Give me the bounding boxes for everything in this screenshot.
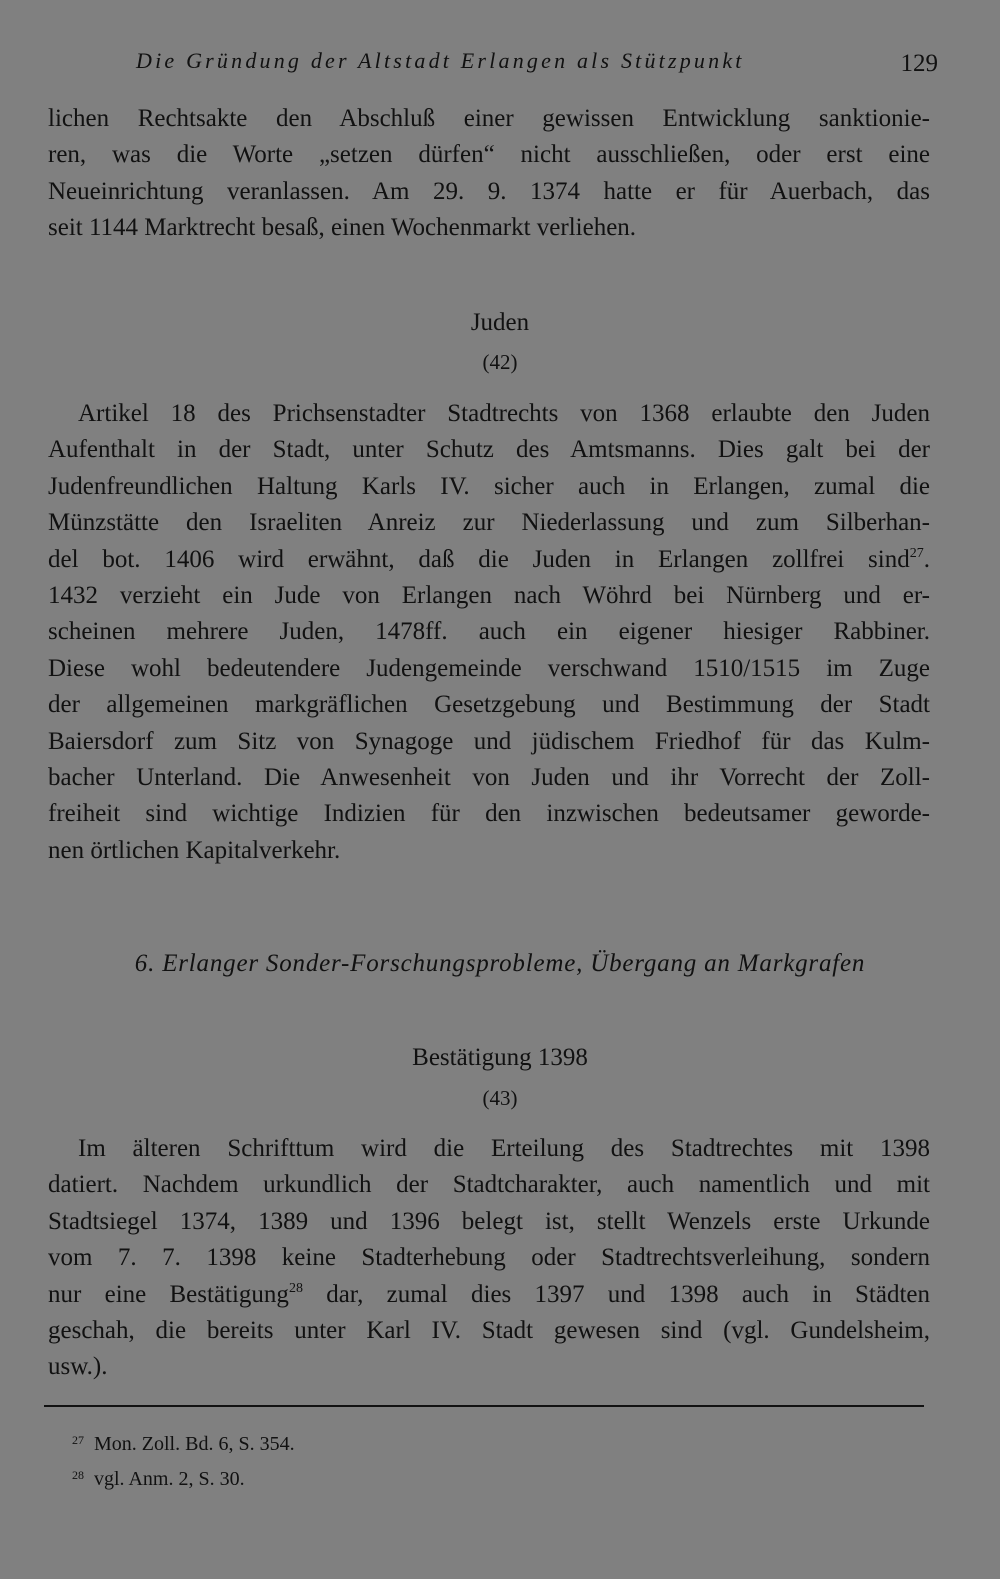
text-segment: .: [923, 545, 930, 573]
text-line: Baiersdorf zum Sitz von Synagoge und jüdischem Friedhof für das Kulm-: [48, 727, 930, 755]
text-line: usw.).: [48, 1353, 108, 1381]
chapter-title: 6. Erlanger Sonder-Forschungsprobleme, Übergang an Markgrafen: [134, 950, 866, 977]
text-line: der allgemeinen markgräflichen Gesetzgebung und Bestimmung der Stadt: [48, 691, 930, 719]
text-segment: del bot. 1406 wird erwähnt, daß die Juden in Erlangen zollfrei sind: [48, 545, 910, 573]
footnote-divider: [44, 1405, 924, 1407]
text-line: ren, was die Worte „setzen dürfen“ nicht ausschließen, oder erst eine: [48, 141, 930, 169]
text-line: 1432 verzieht ein Jude von Erlangen nach Wöhrd bei Nürnberg und er-: [48, 582, 930, 610]
text-line: nen örtlichen Kapitalverkehr.: [48, 836, 341, 864]
text-line-with-footnote: [48, 542, 930, 578]
section-heading-juden: Juden: [470, 309, 530, 336]
section-heading-bestaetigung: Bestätigung 1398: [412, 1044, 588, 1071]
text-line: Judenfreundlichen Haltung Karls IV. sicher auch in Erlangen, zumal die: [48, 472, 930, 500]
page-number: 129: [900, 50, 938, 77]
text-line-with-footnote: [48, 1277, 930, 1313]
text-line: scheinen mehrere Juden, 1478ff. auch ein eigener hiesiger Rabbiner.: [48, 618, 930, 646]
text-line: Münzstätte den Israeliten Anreiz zur Niederlassung und zum Silberhan-: [48, 509, 930, 537]
text-line: seit 1144 Marktrecht besaß, einen Wochenmarkt verliehen.: [48, 214, 637, 242]
juden-paragraph: [48, 396, 930, 869]
footnotes: [72, 1425, 295, 1495]
footnote-mark: 27: [72, 1433, 84, 1447]
intro-paragraph: [48, 101, 930, 247]
section-number-43: (43): [482, 1086, 518, 1110]
text-line: datiert. Nachdem urkundlich der Stadtcharakter, auch namentlich und mit: [48, 1171, 930, 1199]
text-line: Stadtsiegel 1374, 1389 und 1396 belegt ist, stellt Wenzels erste Urkunde: [48, 1207, 930, 1235]
text-segment: dar, zumal dies 1397 und 1398 auch in Städten: [302, 1280, 930, 1308]
text-line: geschah, die bereits unter Karl IV. Stadt gewesen sind (vgl. Gundelsheim,: [48, 1317, 930, 1345]
text-line: Im älteren Schrifttum wird die Erteilung des Stadtrechtes mit 1398: [78, 1135, 930, 1162]
footnote-ref-27: 27: [909, 545, 924, 561]
footnote-text: Mon. Zoll. Bd. 6, S. 354.: [94, 1433, 295, 1455]
text-line: Aufenthalt in der Stadt, unter Schutz des Amtsmanns. Dies galt bei der: [48, 436, 930, 464]
text-line: lichen Rechtsakte den Abschluß einer gewissen Entwicklung sanktionie-: [48, 105, 930, 132]
bestaetigung-paragraph: [48, 1131, 930, 1386]
text-segment: nur eine Bestätigung: [48, 1280, 289, 1308]
section-number-42: (42): [482, 350, 518, 374]
footnote-text: vgl. Anm. 2, S. 30.: [94, 1468, 245, 1490]
footnote-27: [72, 1425, 295, 1460]
footnote-28: [72, 1460, 295, 1495]
text-line: freiheit sind wichtige Indizien für den inzwischen bedeutsamer geworde-: [48, 800, 930, 828]
running-head: [136, 44, 938, 84]
footnote-mark: 28: [72, 1468, 84, 1482]
text-line: Diese wohl bedeutendere Judengemeinde verschwand 1510/1515 im Zuge: [48, 654, 930, 682]
text-line: vom 7. 7. 1398 keine Stadterhebung oder Stadtrechtsverleihung, sondern: [48, 1244, 930, 1272]
text-line: Artikel 18 des Prichsenstadter Stadtrechts von 1368 erlaubte den Juden: [78, 400, 930, 427]
footnote-ref-28: 28: [288, 1280, 303, 1296]
running-title: Die Gründung der Altstadt Erlangen als Stützpunkt: [136, 48, 745, 73]
text-line: Neueinrichtung veranlassen. Am 29. 9. 1374 hatte er für Auerbach, das: [48, 177, 930, 205]
text-line: bacher Unterland. Die Anwesenheit von Juden und ihr Vorrecht der Zoll-: [48, 764, 930, 792]
